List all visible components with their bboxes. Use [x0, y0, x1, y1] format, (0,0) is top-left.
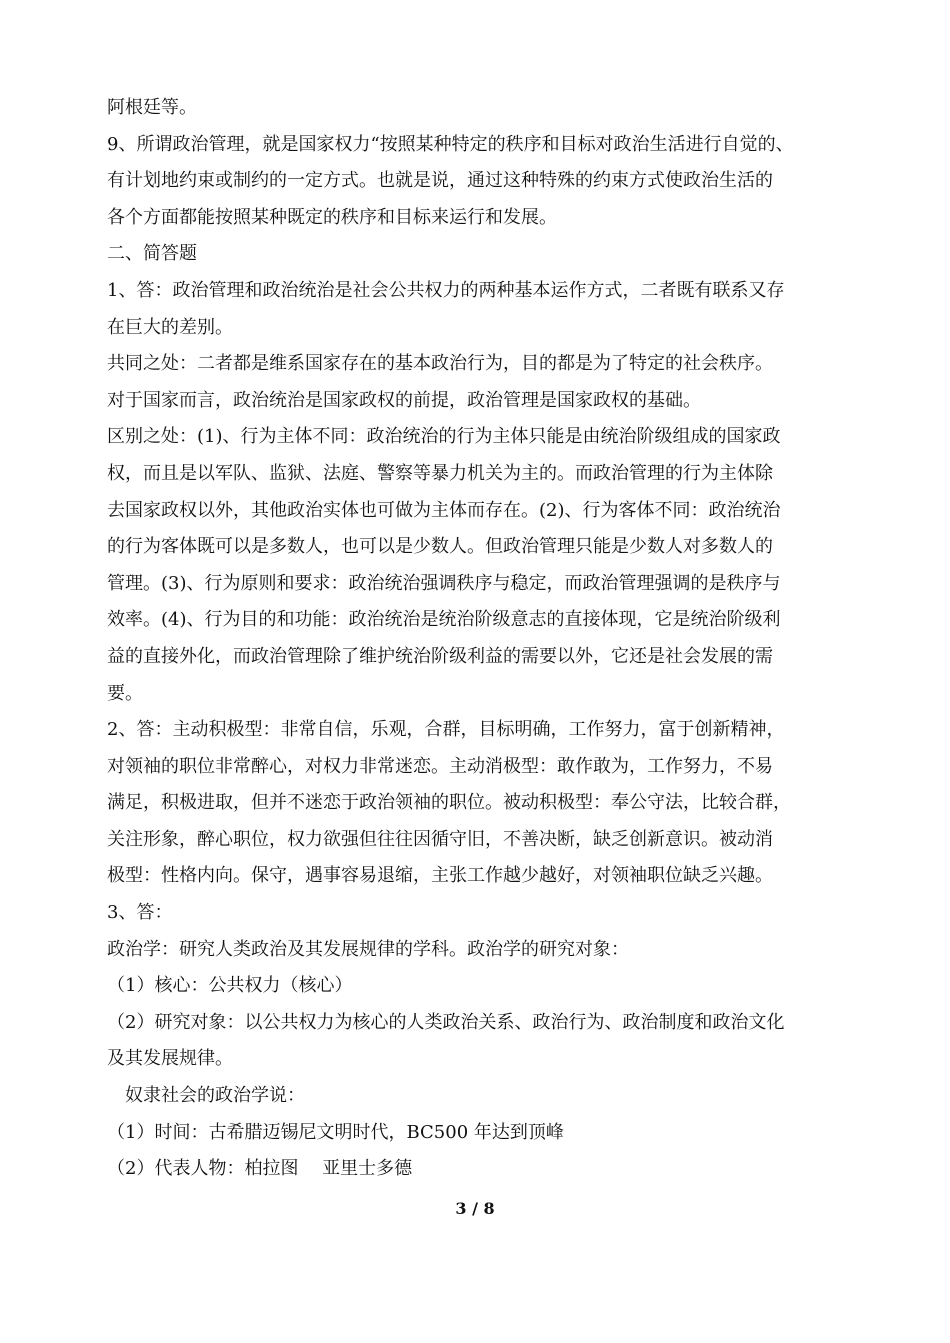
text-line: 去国家政权以外，其他政治实体也可做为主体而存在。(2)、行为客体不同：政治统治: [107, 499, 781, 521]
list-item: （2）代表人物：柏拉图 亚里士多德: [107, 1158, 413, 1180]
text-line: 有计划地约束或制约的一定方式。也就是说，通过这种特殊的约束方式使政治生活的: [107, 170, 773, 192]
page-number: 3 / 8: [455, 1199, 495, 1218]
text-line: 阿根廷等。: [107, 97, 197, 118]
text-line: 及其发展规律。: [107, 1048, 233, 1070]
section-heading: 二、简答题: [107, 243, 197, 265]
text-line: 权，而且是以军队、监狱、法庭、警察等暴力机关为主的。而政治管理的行为主体除: [107, 462, 773, 484]
text-line: 在巨大的差别。: [107, 316, 233, 338]
text-line: 益的直接外化，而政治管理除了维护统治阶级利益的需要以外，它还是社会发展的需: [107, 645, 773, 667]
subsection-heading: 奴隶社会的政治学说：: [125, 1085, 305, 1107]
text-line: 区别之处：(1)、行为主体不同：政治统治的行为主体只能是由统治阶级组成的国家政: [107, 426, 781, 448]
text-line: 管理。(3)、行为原则和要求：政治统治强调秩序与稳定，而政治管理强调的是秩序与: [107, 572, 781, 594]
text-line: 对于国家而言，政治统治是国家政权的前提，政治管理是国家政权的基础。: [107, 389, 701, 411]
text-line: 的行为客体既可以是多数人，也可以是少数人。但政治管理只能是少数人对多数人的: [107, 536, 773, 558]
text-line: 各个方面都能按照某种既定的秩序和目标来运行和发展。: [107, 206, 557, 228]
text-line: 共同之处：二者都是维系国家存在的基本政治行为，目的都是为了特定的社会秩序。: [107, 353, 773, 375]
list-item: （1）时间：古希腊迈锡尼文明时代，BC500 年达到顶峰: [107, 1121, 564, 1143]
text-line: 关注形象，醉心职位，权力欲强但往往因循守旧，不善决断，缺乏创新意识。被动消: [107, 828, 773, 850]
list-item: （1）核心：公共权力（核心）: [107, 975, 353, 997]
text-line: 要。: [107, 682, 143, 704]
text-line: 效率。(4)、行为目的和功能：政治统治是统治阶级意志的直接体现，它是统治阶级利: [107, 609, 781, 631]
document-body: [107, 90, 857, 1188]
text-line: 极型：性格内向。保守，遇事容易退缩，主张工作越少越好，对领袖职位缺乏兴趣。: [107, 865, 773, 887]
text-line: 满足，积极进取，但并不迷恋于政治领袖的职位。被动积极型：奉公守法，比较合群，: [107, 792, 791, 814]
text-line: 1、答：政治管理和政治统治是社会公共权力的两种基本运作方式，二者既有联系又存: [107, 279, 785, 301]
text-line: 3、答：: [107, 902, 173, 924]
text-line: 2、答：主动积极型：非常自信，乐观，合群，目标明确，工作努力，富于创新精神，: [107, 719, 785, 741]
text-line: 9、所谓政治管理，就是国家权力“按照某种特定的秩序和目标对政治生活进行自觉的、: [107, 133, 794, 155]
text-line: 政治学：研究人类政治及其发展规律的学科。政治学的研究对象：: [107, 938, 629, 960]
text-line: 对领袖的职位非常醉心，对权力非常迷恋。主动消极型：敢作敢为，工作努力，不易: [107, 755, 773, 777]
list-item: （2）研究对象：以公共权力为核心的人类政治关系、政治行为、政治制度和政治文化: [107, 1011, 785, 1033]
